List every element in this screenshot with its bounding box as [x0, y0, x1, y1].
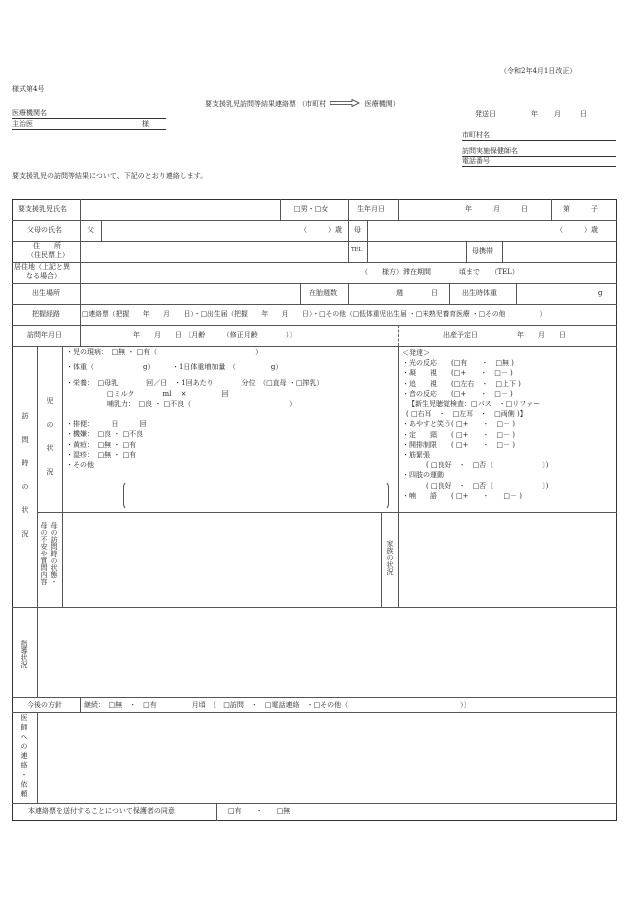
due-date-value[interactable]: 年 月 日	[517, 331, 566, 339]
col-divider	[348, 220, 349, 262]
address-label: 住 所	[33, 242, 61, 250]
child-item-other: ・その他	[66, 461, 94, 469]
birth-date-label: 生年月日	[357, 205, 385, 213]
send-date-month: 月	[554, 110, 561, 118]
birthplace-input[interactable]	[81, 284, 299, 303]
tel-label: TEL	[351, 247, 363, 253]
child-item-jaundice[interactable]: ・黄疸： □無 ・ □有	[66, 441, 137, 449]
development-item: ・筋緊張	[402, 451, 430, 460]
residence-details[interactable]: （ 様方）滞在期間 頃まで （TEL）	[361, 268, 519, 276]
other-notes-bracket[interactable]	[123, 481, 389, 510]
col-divider	[551, 199, 552, 220]
child-item-eczema[interactable]: ・湿疹： □無 ・ □有	[66, 451, 137, 459]
child-item-sucking[interactable]: 哺乳力： □良 ・ □不良（ ）	[107, 400, 297, 408]
child-name-input[interactable]	[81, 200, 279, 219]
col-divider	[502, 241, 503, 262]
row-divider	[12, 220, 617, 221]
col-divider	[37, 346, 38, 607]
form-number: 様式第4号	[12, 85, 45, 93]
phone-label: 電話番号	[462, 157, 490, 165]
col-divider	[367, 220, 368, 262]
consent-label: 本連絡票を送付することについて保護者の同意	[28, 807, 175, 815]
development-item[interactable]: ( □右耳 ・ □左耳 ・ □両側 )】	[406, 410, 527, 419]
send-date-year: 年	[531, 110, 538, 118]
child-name-label: 要支援乳児氏名	[18, 205, 67, 213]
residence-label-sub: なる場合）	[26, 272, 61, 280]
development-list	[402, 348, 548, 501]
row-divider	[12, 304, 617, 305]
mother-label: 母	[354, 226, 361, 234]
child-item-mood[interactable]: ・機嫌： □良 ・ □不良	[66, 430, 144, 438]
send-date[interactable]	[475, 110, 587, 118]
municipality-field[interactable]	[462, 132, 616, 141]
residence-label: 居住地（上記と異	[14, 263, 70, 271]
child-item-illness[interactable]: ・児の現病： □無 ・ □有（ ）	[66, 348, 263, 356]
due-date-label: 出産予定日	[443, 331, 478, 339]
sex-checkboxes[interactable]: □男・□女	[294, 205, 329, 213]
development-heading: ＜発達＞	[402, 349, 430, 357]
intro-text: 要支援乳児の訪問等結果について、下記のとおり連絡します。	[12, 172, 208, 180]
doctor-request-input[interactable]	[38, 713, 616, 802]
development-item[interactable]: ・開排制限 ( □+ ・ □－ )	[402, 440, 516, 449]
birth-order[interactable]: 第 子	[563, 205, 598, 213]
col-divider	[300, 283, 301, 304]
father-age[interactable]: （ ）歳	[300, 226, 342, 234]
municipality-label: 市町村名	[462, 131, 490, 139]
sama-suffix: 様	[142, 120, 149, 128]
row-divider	[12, 262, 617, 263]
gestation-value[interactable]: 週 日	[396, 289, 438, 297]
birth-weight-unit: g	[598, 289, 603, 297]
mother-age[interactable]: （ ）歳	[556, 226, 598, 234]
development-item[interactable]: ・定 頸 ( □+ ・ □－ )	[402, 430, 516, 439]
guidance-input[interactable]	[38, 608, 616, 696]
nurse-field[interactable]	[462, 148, 616, 157]
route-label: 把握経路	[32, 310, 60, 318]
family-status-label: 家族の状況	[386, 540, 394, 575]
row-divider	[12, 346, 617, 347]
visit-status-label: 訪 問 時 の 状 況	[21, 412, 29, 538]
form-title-text: 要支援乳児訪問等結果連絡票 （市町村	[205, 100, 327, 108]
medical-institution-field[interactable]	[12, 110, 166, 119]
row-divider	[12, 803, 617, 804]
child-item-nutrition[interactable]: ・栄養： □母乳 回／日 ・1回あたり 分位 （□直母 ・□搾乳）	[66, 379, 324, 387]
development-item[interactable]: ・あやすと笑う( □+ ・ □－ )	[402, 420, 516, 429]
doctor-request-label: 医師への連絡・依頼	[20, 714, 28, 800]
col-divider	[516, 283, 517, 304]
visit-date-label: 訪問年月日	[27, 331, 62, 339]
birthplace-label: 出生場所	[32, 289, 60, 297]
col-divider	[101, 220, 102, 241]
col-divider	[280, 199, 281, 220]
phone-field[interactable]	[462, 158, 616, 167]
attending-doctor-label: 主治医	[12, 120, 33, 128]
development-item[interactable]: ・凝 視 (□+ ・ □－ )	[402, 369, 513, 378]
col-divider	[80, 697, 81, 712]
col-divider	[216, 803, 217, 821]
birth-date-value[interactable]: 年 月 日	[465, 205, 528, 213]
col-divider	[348, 199, 349, 220]
birth-weight-label: 出生時体重	[462, 289, 497, 297]
father-label: 父	[87, 226, 94, 234]
development-item[interactable]: ( □良好 ・ □否〔 〕)	[426, 461, 549, 470]
address-label-sub: （住民票上）	[27, 251, 69, 259]
development-item[interactable]: 【新生児聴覚検査：□パス ・□リファー	[408, 400, 541, 409]
development-item[interactable]: ・音の反応 (□+ ・ □－ )	[402, 389, 513, 398]
development-item[interactable]: ・光の反応 (□有 ・ □無 )	[402, 359, 514, 368]
attending-doctor-field[interactable]	[12, 121, 166, 130]
development-item[interactable]: ・追 視 (□左右 ・ □上下 )	[402, 379, 521, 388]
future-policy-label: 今後の方針	[27, 701, 62, 709]
col-divider	[381, 512, 382, 607]
form-title-dest: 医療機関）	[364, 100, 400, 108]
nurse-label: 訪問実施保健師名	[462, 147, 518, 155]
col-divider	[398, 199, 399, 220]
col-divider	[348, 283, 349, 304]
gestation-label: 在胎週数	[309, 289, 337, 297]
revision-note: （令和2年4月1日改正）	[500, 67, 577, 75]
send-date-day: 日	[580, 110, 587, 118]
col-divider	[449, 283, 450, 304]
consent-options[interactable]: □有 ・ □無	[228, 807, 291, 815]
col-divider	[466, 241, 467, 262]
child-item-stool[interactable]: ・排便： 日 回	[66, 420, 147, 428]
development-item[interactable]: ( □良好 ・ □否〔 〕)	[426, 481, 549, 490]
col-divider	[80, 199, 81, 347]
guidance-label: 指導状況	[20, 640, 28, 668]
right-arrow-icon	[330, 99, 360, 109]
mother-mobile-label: 母携帯	[472, 247, 493, 255]
row-divider	[12, 325, 617, 326]
mother-status-input[interactable]	[63, 513, 380, 606]
child-status-label: 児 の 状 況	[46, 397, 54, 476]
mother-status-label-col1: 母の訪問時の状態・	[50, 522, 58, 585]
address-input[interactable]	[81, 242, 347, 261]
child-item-formula[interactable]: □ミルク ml × 回	[107, 390, 229, 398]
family-status-input[interactable]	[399, 513, 616, 606]
development-item: ・四肢の運動	[402, 471, 444, 480]
visit-date-value[interactable]: 年 月 日 〔月齢 （修正月齢 ）〕	[133, 331, 297, 339]
future-policy-options[interactable]: 継続： □無 ・ □有 月頃 〔 □訪問 ・ □電話連絡 ・□その他（ ）〕	[84, 701, 471, 709]
child-item-weight[interactable]: ・体重（ g） ・1日体重増加量 （ g）	[66, 363, 283, 371]
medical-institution-label: 医療機関名	[12, 109, 47, 117]
parents-label: 父母の氏名	[27, 226, 62, 234]
form-title	[205, 99, 400, 109]
development-item[interactable]: ・喃 語 ( □+ ・ □－ )	[402, 491, 523, 500]
row-divider	[12, 697, 617, 698]
col-divider-dashed	[398, 325, 399, 346]
send-date-label: 発送日	[475, 110, 496, 118]
route-options[interactable]: □連絡票（把握 年 月 日）・□出生届（把握 年 月 日）・□その他（□低体重児出生届 ・□未熟児養育医療 ・□その他 ）	[82, 310, 547, 318]
mother-status-label-col2: 母の不安や質問内容	[40, 522, 48, 585]
